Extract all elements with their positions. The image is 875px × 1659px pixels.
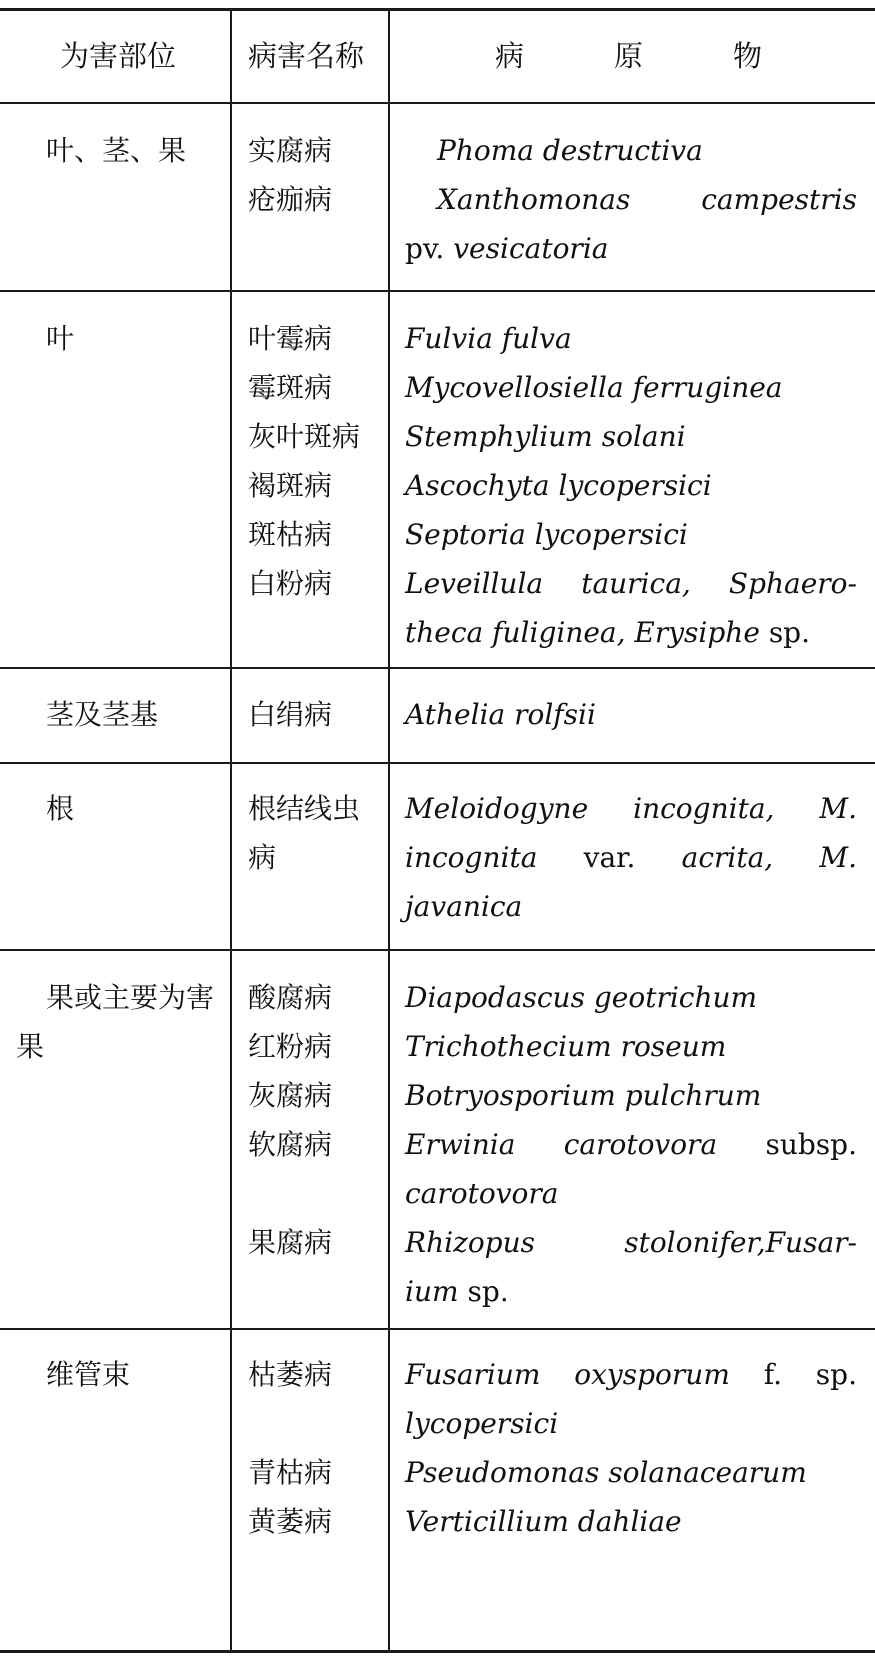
pathogen-name: javanica: [405, 890, 523, 923]
header-pathogen: [495, 34, 762, 78]
table-top-rule: [0, 8, 875, 11]
pathovar-name: vesicatoria: [453, 232, 609, 265]
column-divider: [230, 8, 232, 1650]
row-rule: [0, 1328, 875, 1330]
pathogen-name: Xanthomonas campestris: [437, 183, 857, 216]
pathogen-name: Fulvia fulva: [405, 322, 572, 355]
pathogen-name: carotovora: [405, 1177, 559, 1210]
disease-name: 霉斑病: [248, 371, 333, 404]
disease-name: 灰叶斑病: [248, 420, 361, 453]
disease-name: 青枯病: [248, 1456, 333, 1489]
pathogen-name: [405, 224, 857, 273]
disease-name: 实腐病: [248, 134, 333, 167]
disease-name: 红粉病: [248, 1030, 333, 1063]
pathogen-name: Trichothecium roseum: [405, 1030, 727, 1063]
pathogen-cell: [405, 314, 857, 657]
header-rule: [0, 102, 875, 104]
pathogen-name: Septoria lycopersici: [405, 518, 688, 551]
pathogen-name: lycopersici: [405, 1407, 559, 1440]
disease-name: 果腐病: [248, 1226, 333, 1259]
part-cell: 茎及茎基: [46, 698, 159, 731]
pathovar-abbr: pv.: [405, 232, 454, 265]
header-disease: 病害名称: [248, 39, 365, 73]
disease-name-line: 根结线虫: [248, 792, 361, 825]
part-cell: 根: [46, 792, 75, 825]
pathogen-name: Erwinia carotovora subsp.: [405, 1128, 857, 1161]
disease-cell: [248, 1350, 332, 1546]
disease-name: 酸腐病: [248, 981, 333, 1014]
subspecies-abbr: subsp.: [765, 1128, 857, 1161]
disease-name: 褐斑病: [248, 469, 333, 502]
table-bottom-rule: [0, 1650, 875, 1653]
pathogen-name: Leveillula taurica, Sphaero-: [405, 567, 857, 600]
pathogen-cell: Athelia rolfsii: [405, 698, 596, 731]
pathogen-name: Botryosporium pulchrum: [405, 1079, 762, 1112]
disease-name: 叶霉病: [248, 322, 333, 355]
pathogen-name: Mycovellosiella ferruginea: [405, 371, 783, 404]
pathogen-cell: [405, 973, 857, 1316]
header-pathogen-2: 原: [614, 39, 644, 73]
pathogen-name: Meloidogyne incognita, M.: [405, 792, 857, 825]
pathogen-name: Fusarium oxysporum f. sp.: [405, 1358, 857, 1391]
pathogen-name: Phoma destructiva: [437, 134, 703, 167]
forma-specialis-abbr: f. sp.: [763, 1358, 857, 1391]
disease-name: 斑枯病: [248, 518, 333, 551]
disease-cell: [248, 784, 360, 882]
header-part: 为害部位: [60, 39, 177, 73]
pathogen-cell: [405, 784, 857, 931]
variety-abbr: var.: [583, 841, 636, 874]
row-rule: [0, 290, 875, 292]
disease-name: 疮痂病: [248, 183, 333, 216]
disease-name: 软腐病: [248, 1128, 333, 1161]
pathogen-name: Pseudomonas solanacearum: [405, 1456, 807, 1489]
row-rule: [0, 762, 875, 764]
disease-cell: [248, 126, 332, 224]
pathogen-name: incognita var. acrita, M.: [405, 841, 857, 874]
pathogen-name: Stemphylium solani: [405, 420, 686, 453]
species-abbr: sp.: [467, 1275, 509, 1308]
part-cell: 叶: [46, 322, 75, 355]
species-abbr: sp.: [768, 616, 811, 649]
disease-cell: [248, 314, 360, 608]
pathogen-name: Diapodascus geotrichum: [405, 981, 758, 1014]
row-rule: [0, 949, 875, 951]
part-cell: 果或主要为害果: [16, 981, 215, 1063]
pathogen-name: Verticillium dahliae: [405, 1505, 682, 1538]
part-cell: 叶、茎、果: [46, 134, 187, 167]
disease-cell: [248, 973, 332, 1267]
pathogen-name: ium sp.: [405, 1275, 509, 1308]
row-rule: [0, 667, 875, 669]
header-pathogen-3: 物: [733, 39, 763, 73]
disease-name: 枯萎病: [248, 1358, 333, 1391]
column-divider: [388, 8, 390, 1650]
pathogen-cell: [405, 1350, 857, 1546]
disease-name-line: 病: [248, 841, 277, 874]
pathogen-name: Rhizopus stolonifer,Fusar-: [405, 1226, 857, 1259]
pathogen-cell: [405, 126, 857, 273]
disease-name: 黄萎病: [248, 1505, 333, 1538]
pathogen-name: theca fuliginea, Erysiphe sp.: [405, 616, 811, 649]
pathogen-name: Ascochyta lycopersici: [405, 469, 712, 502]
disease-cell: 白绢病: [248, 698, 333, 731]
disease-name: 白粉病: [248, 567, 333, 600]
part-cell: 维管束: [46, 1358, 131, 1391]
disease-name: 灰腐病: [248, 1079, 333, 1112]
header-pathogen-1: 病: [495, 39, 525, 73]
